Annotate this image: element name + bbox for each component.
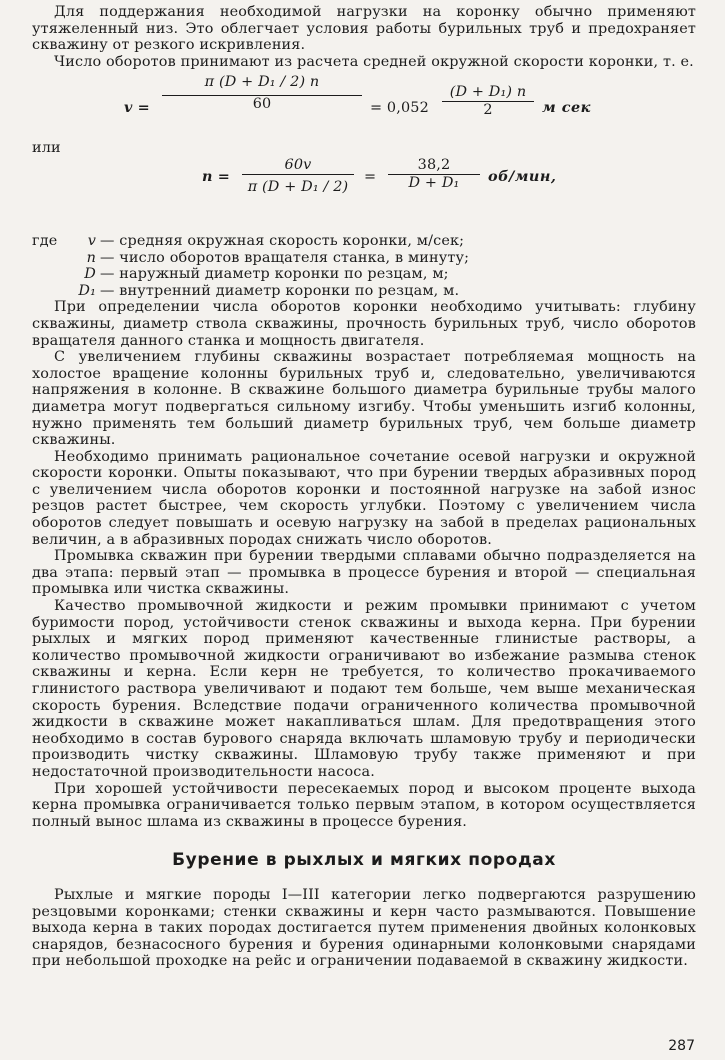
- formula-unit: м сек: [542, 99, 591, 117]
- definition-text: — средняя окружная скорость коронки, м/сек;: [100, 232, 465, 249]
- fraction-denominator: π (D + D₁ / 2): [242, 174, 354, 196]
- definition-row: [32, 250, 696, 267]
- definition-symbol: D₁: [78, 282, 96, 299]
- page-body: [32, 4, 696, 970]
- definition-text: — число оборотов вращателя станка, в минуту;: [100, 249, 470, 266]
- formula-lhs: v =: [124, 99, 150, 117]
- paragraph: Качество промывочной жидкости и режим промывки принимают с учетом буримости пород, устойчивости стенок скважины и выхода керна. При бурении рыхлых и мягких пород применяют качественные глинистые растворы, а количество промывочной жидкости ограничивают во избежание размыва стенок скважины и керна. Если керн не требуется, то количество прокачиваемого глинистого раствора увеличивают и подают тем больше, чем выше механическая скорость бурения. Вследствие подачи ограниченного количества промывочной жидкости в скважине может накапливаться шлам. Для предотвращения этого необходимо в состав бурового снаряда включать шламовую трубу и периодически производить чистку скважины. Шламовую трубу также применяют и при недостаточной производительности насоса.: [32, 598, 696, 780]
- fraction-denominator: 60: [162, 95, 362, 113]
- definition-text: — внутренний диаметр коронки по резцам, м.: [100, 282, 460, 299]
- definition-row: где v — средняя окружная скорость коронки, м/сек;: [32, 232, 465, 249]
- formula-rotations: [32, 157, 696, 233]
- fraction-main: [162, 74, 362, 112]
- fraction-denominator: D + D₁: [388, 174, 480, 192]
- paragraph: При хорошей устойчивости пересекаемых пород и высоком проценте выхода керна промывка ограничивается только первым этапом, в котором осуществляется полный вынос шлама из скважины в процессе бурения.: [32, 780, 696, 830]
- fraction-main: [242, 157, 354, 195]
- definition-row: [32, 283, 696, 300]
- definition-symbol: D: [84, 266, 96, 283]
- fraction-numerator: 60v: [284, 156, 312, 173]
- formula-unit: об/мин,: [488, 167, 557, 185]
- fraction-numerator: (D + D₁) n: [449, 84, 527, 101]
- fraction-numerator: 38,2: [417, 156, 451, 173]
- connector-word: или: [32, 140, 61, 157]
- fraction-denominator: 2: [442, 101, 534, 119]
- definition-row: [32, 266, 696, 283]
- formula-velocity: [32, 70, 696, 140]
- definition-text: — наружный диаметр коронки по резцам, м;: [100, 266, 449, 283]
- variable-definitions: [32, 233, 696, 299]
- formula-equals: =: [364, 168, 377, 185]
- paragraph: Промывка скважин при бурении твердыми сплавами обычно подразделяется на два этапа: первый этап — промывка в процессе бурения и второй — специальная промывка или чистка скважины.: [32, 548, 696, 598]
- fraction-numerator: π (D + D₁ / 2) n: [204, 74, 320, 91]
- formula-coefficient: = 0,052: [370, 100, 429, 117]
- formula-lhs: n =: [202, 167, 230, 185]
- paragraph: Число оборотов принимают из расчета средней окружной скорости коронки, т. е.: [54, 53, 694, 70]
- page-number: 287: [668, 1038, 695, 1054]
- paragraph: Необходимо принимать рациональное сочетание осевой нагрузки и окружной скорости коронки. Опыты показывают, что при бурении твердых абразивных пород с увеличением числа оборотов коронки и постоянной нагрузке на забой износ резцов растет быстрее, чем скорость углубки. Поэтому с увеличением числа оборотов следует повышать и осевую нагрузку на забой в пределах рациональных величин, а в абразивных породах снижать число оборотов.: [32, 448, 696, 548]
- paragraph: Рыхлые и мягкие породы I—III категории легко подвергаются разрушению резцовыми коронками; стенки скважины и керн часто размываются. Повышение выхода керна в таких породах достигается путем применения двойных колонковых снарядов, безнасосного бурения и бурения одинарными колонковыми снарядами при небольшой проходке на рейс и ограничении подаваемой в скважину жидкости.: [32, 886, 696, 970]
- fraction-secondary: [442, 84, 534, 118]
- definition-symbol: n: [86, 249, 96, 266]
- section-heading: Бурение в рыхлых и мягких породах: [172, 850, 556, 871]
- definition-symbol: v: [87, 232, 96, 249]
- paragraph: Для поддержания необходимой нагрузки на коронку обычно применяют утяжеленный низ. Это облегчает условия работы бурильных труб и предохраняет скважину от резкого искривления.: [32, 4, 696, 54]
- fraction-secondary: [388, 157, 480, 191]
- paragraph: При определении числа оборотов коронки необходимо учитывать: глубину скважины, диаметр ствола скважины, прочность бурильных труб, число оборотов вращателя данного станка и мощность двигателя.: [32, 299, 696, 349]
- paragraph: С увеличением глубины скважины возрастает потребляемая мощность на холостое вращение колонны бурильных труб и, следовательно, увеличиваются напряжения в колонне. В скважине большого диаметра бурильные трубы малого диаметра могут подвергаться сильному изгибу. Чтобы уменьшить изгиб колонны, нужно применять тем больший диаметр бурильных труб, чем больше диаметр скважины.: [32, 349, 696, 449]
